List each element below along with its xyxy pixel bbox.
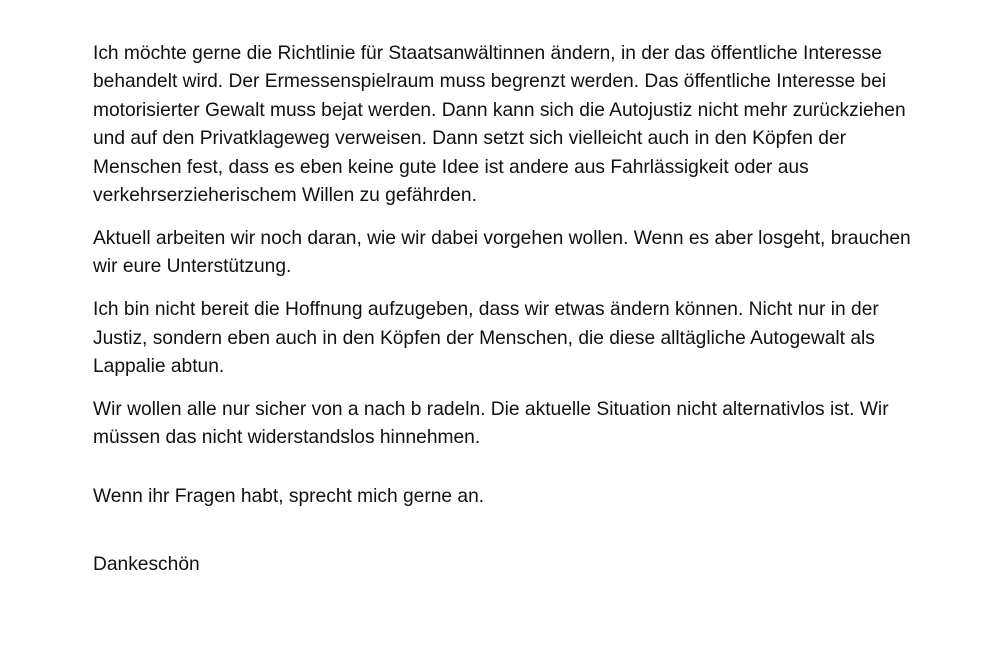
- paragraph-richtlinie: Ich möchte gerne die Richtlinie für Staatsanwältinnen ändern, in der das öffentliche Interesse behandelt wird. Der Ermessenspielraum muss begrenzt werden. Das öffentliche Interesse bei motorisierter Gewalt muss bejat werden. Dann kann sich die Autojustiz nicht mehr zurückziehen und auf den Privatklageweg verweisen. Dann setzt sich vielleicht auch in den Köpfen der Menschen fest, dass es eben keine gute Idee ist andere aus Fahrlässigkeit oder aus verkehrserzieherischem Willen zu gefährden.: [93, 43, 906, 207]
- document-body: [93, 40, 923, 594]
- paragraph-vorgehen: Aktuell arbeiten wir noch daran, wie wir dabei vorgehen wollen. Wenn es aber losgeht, brauchen wir eure Unterstützung.: [93, 227, 911, 278]
- paragraph-situation: Wir wollen alle nur sicher von a nach b radeln. Die aktuelle Situation nicht alternativlos ist. Wir müssen das nicht widerstandslos hinnehmen.: [93, 398, 889, 449]
- closing-question: Wenn ihr Fragen habt, sprecht mich gerne an.: [93, 485, 485, 507]
- sign-off: Dankeschön: [93, 554, 200, 576]
- paragraph-hoffnung: Ich bin nicht bereit die Hoffnung aufzugeben, dass wir etwas ändern können. Nicht nur in der Justiz, sondern eben auch in den Köpfen der Menschen, die diese alltägliche Autogewalt als Lappalie abtun.: [93, 299, 879, 378]
